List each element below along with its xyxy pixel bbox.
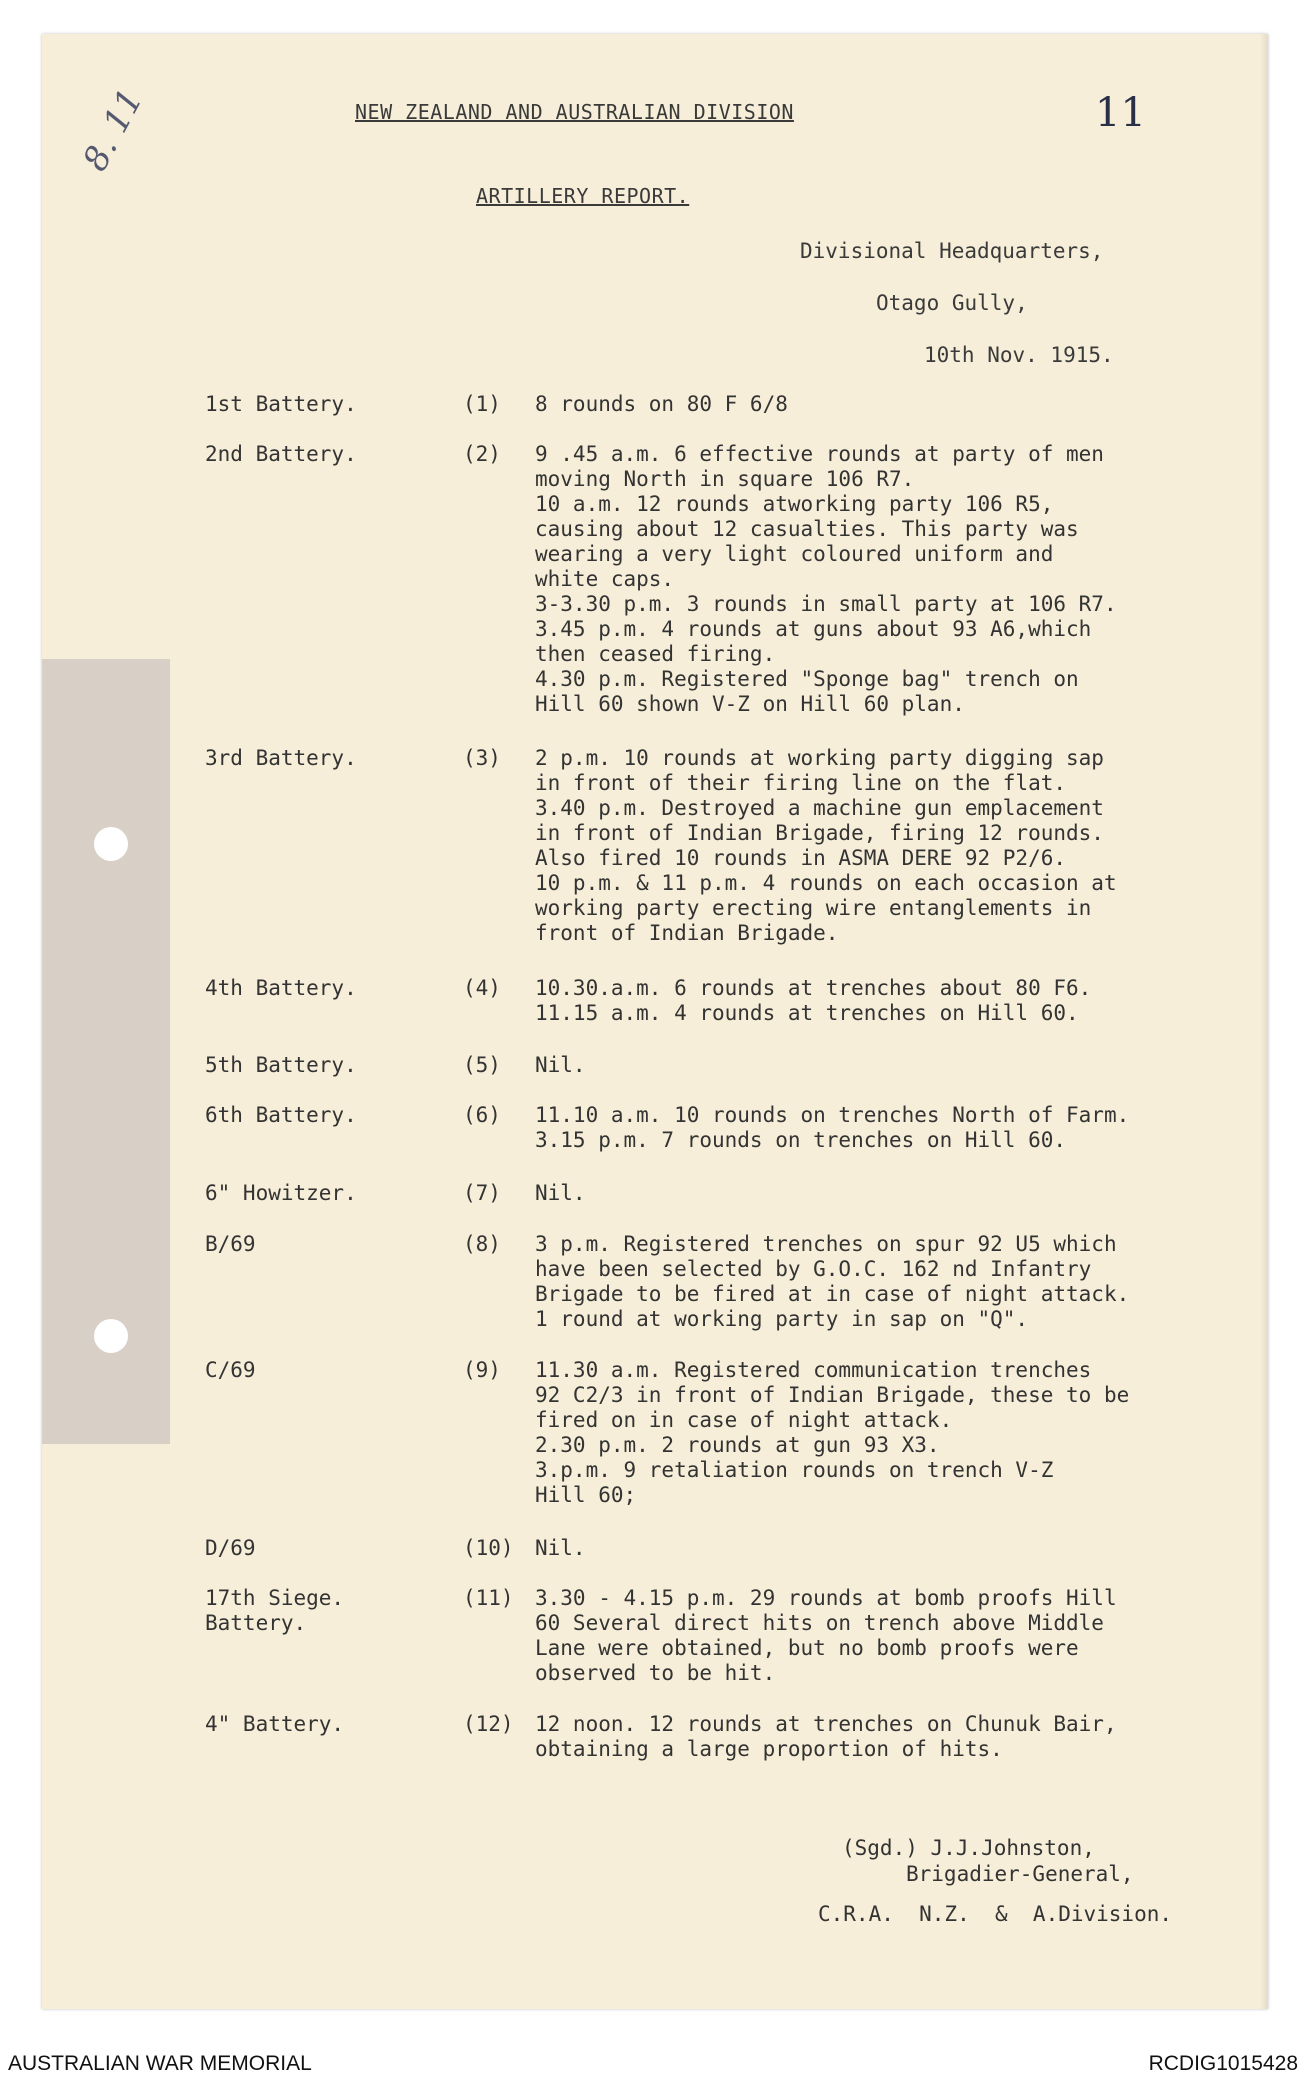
- footer-record-id: RCDIG1015428: [1148, 2052, 1298, 2075]
- entry-number: (10): [463, 1536, 514, 1560]
- entry-text: 11.30 a.m. Registered communication trenches 92 C2/3 in front of Indian Brigade, these to be fired on in case of night attack. 2.30 p.m. 2 rounds at gun 93 X3. 3.p.m. 9 retaliation rounds on trench V-Z Hill 60;: [535, 1358, 1130, 1507]
- signature-appointment: C.R.A. N.Z. & A.Division.: [818, 1902, 1173, 1926]
- document-title: NEW ZEALAND AND AUSTRALIAN DIVISION: [355, 100, 794, 124]
- signature-name: (Sgd.) J.J.Johnston,: [842, 1836, 1095, 1860]
- entry-unit: 17th Siege. Battery.: [205, 1586, 345, 1635]
- entry-number: (6): [463, 1103, 501, 1127]
- entry-unit: 6th Battery.: [205, 1103, 357, 1127]
- entry-text: 8 rounds on 80 F 6/8: [535, 392, 788, 416]
- report-date: 10th Nov. 1915.: [924, 343, 1114, 367]
- entry-number: (11): [463, 1586, 514, 1610]
- punch-hole-bottom: [94, 1319, 128, 1353]
- entry-unit: 1st Battery.: [205, 392, 357, 416]
- entry-number: (7): [463, 1181, 501, 1205]
- entry-unit: D/69: [205, 1536, 256, 1560]
- entry-text: 11.10 a.m. 10 rounds on trenches North of Farm. 3.15 p.m. 7 rounds on trenches on Hill 60.: [535, 1103, 1130, 1152]
- folio-number: 11: [1095, 90, 1146, 136]
- entry-unit: 2nd Battery.: [205, 442, 357, 466]
- location-line-1: Divisional Headquarters,: [800, 239, 1104, 263]
- entry-number: (12): [463, 1712, 514, 1736]
- entry-number: (4): [463, 976, 501, 1000]
- entry-unit: 4" Battery.: [205, 1712, 345, 1736]
- entry-text: 2 p.m. 10 rounds at working party digging sap in front of their firing line on the flat. 3.40 p.m. Destroyed a machine gun emplacement in front of Indian Brigade, firing 12 rounds. Also fired 10 rounds in ASMA DERE 92 P2/6. 10 p.m. & 11 p.m. 4 rounds on each occasion at working party erecting wire entanglements in front of Indian Brigade.: [535, 746, 1117, 945]
- pencil-annotation: 8. 11: [75, 82, 152, 178]
- entry-number: (8): [463, 1232, 501, 1256]
- entry-text: Nil.: [535, 1536, 586, 1560]
- entry-text: 3.30 - 4.15 p.m. 29 rounds at bomb proofs Hill 60 Several direct hits on trench above Middle Lane were obtained, but no bomb proofs were observed to be hit.: [535, 1586, 1117, 1685]
- entry-unit: 3rd Battery.: [205, 746, 357, 770]
- entry-text: 3 p.m. Registered trenches on spur 92 U5 which have been selected by G.O.C. 162 nd Infantry Brigade to be fired at in case of night attack. 1 round at working party in sap on "Q".: [535, 1232, 1130, 1331]
- entry-unit: C/69: [205, 1358, 256, 1382]
- location-line-2: Otago Gully,: [876, 291, 1028, 315]
- signature-rank: Brigadier-General,: [906, 1862, 1134, 1886]
- entry-number: (3): [463, 746, 501, 770]
- entry-unit: 6" Howitzer.: [205, 1181, 357, 1205]
- entry-text: 10.30.a.m. 6 rounds at trenches about 80 F6. 11.15 a.m. 4 rounds at trenches on Hill 60.: [535, 976, 1092, 1025]
- binding-strip: [42, 659, 170, 1444]
- report-title: ARTILLERY REPORT.: [476, 184, 690, 208]
- entry-number: (9): [463, 1358, 501, 1382]
- entry-unit: 4th Battery.: [205, 976, 357, 1000]
- entry-text: Nil.: [535, 1181, 586, 1205]
- entry-unit: 5th Battery.: [205, 1053, 357, 1077]
- entry-text: 12 noon. 12 rounds at trenches on Chunuk Bair, obtaining a large proportion of hits.: [535, 1712, 1117, 1761]
- entry-number: (1): [463, 392, 501, 416]
- entry-text: Nil.: [535, 1053, 586, 1077]
- entry-number: (2): [463, 442, 501, 466]
- footer-institution: AUSTRALIAN WAR MEMORIAL: [8, 2052, 312, 2075]
- entry-number: (5): [463, 1053, 501, 1077]
- entry-unit: B/69: [205, 1232, 256, 1256]
- entry-text: 9 .45 a.m. 6 effective rounds at party of men moving North in square 106 R7. 10 a.m. 12 rounds atworking party 106 R5, causing about 12 casualties. This party was wearing a very light coloured uniform and white caps. 3-3.30 p.m. 3 rounds in small party at 106 R7. 3.45 p.m. 4 rounds at guns about 93 A6,which then ceased firing. 4.30 p.m. Registered "Sponge bag" trench on Hill 60 shown V-Z on Hill 60 plan.: [535, 442, 1117, 716]
- punch-hole-top: [94, 827, 128, 861]
